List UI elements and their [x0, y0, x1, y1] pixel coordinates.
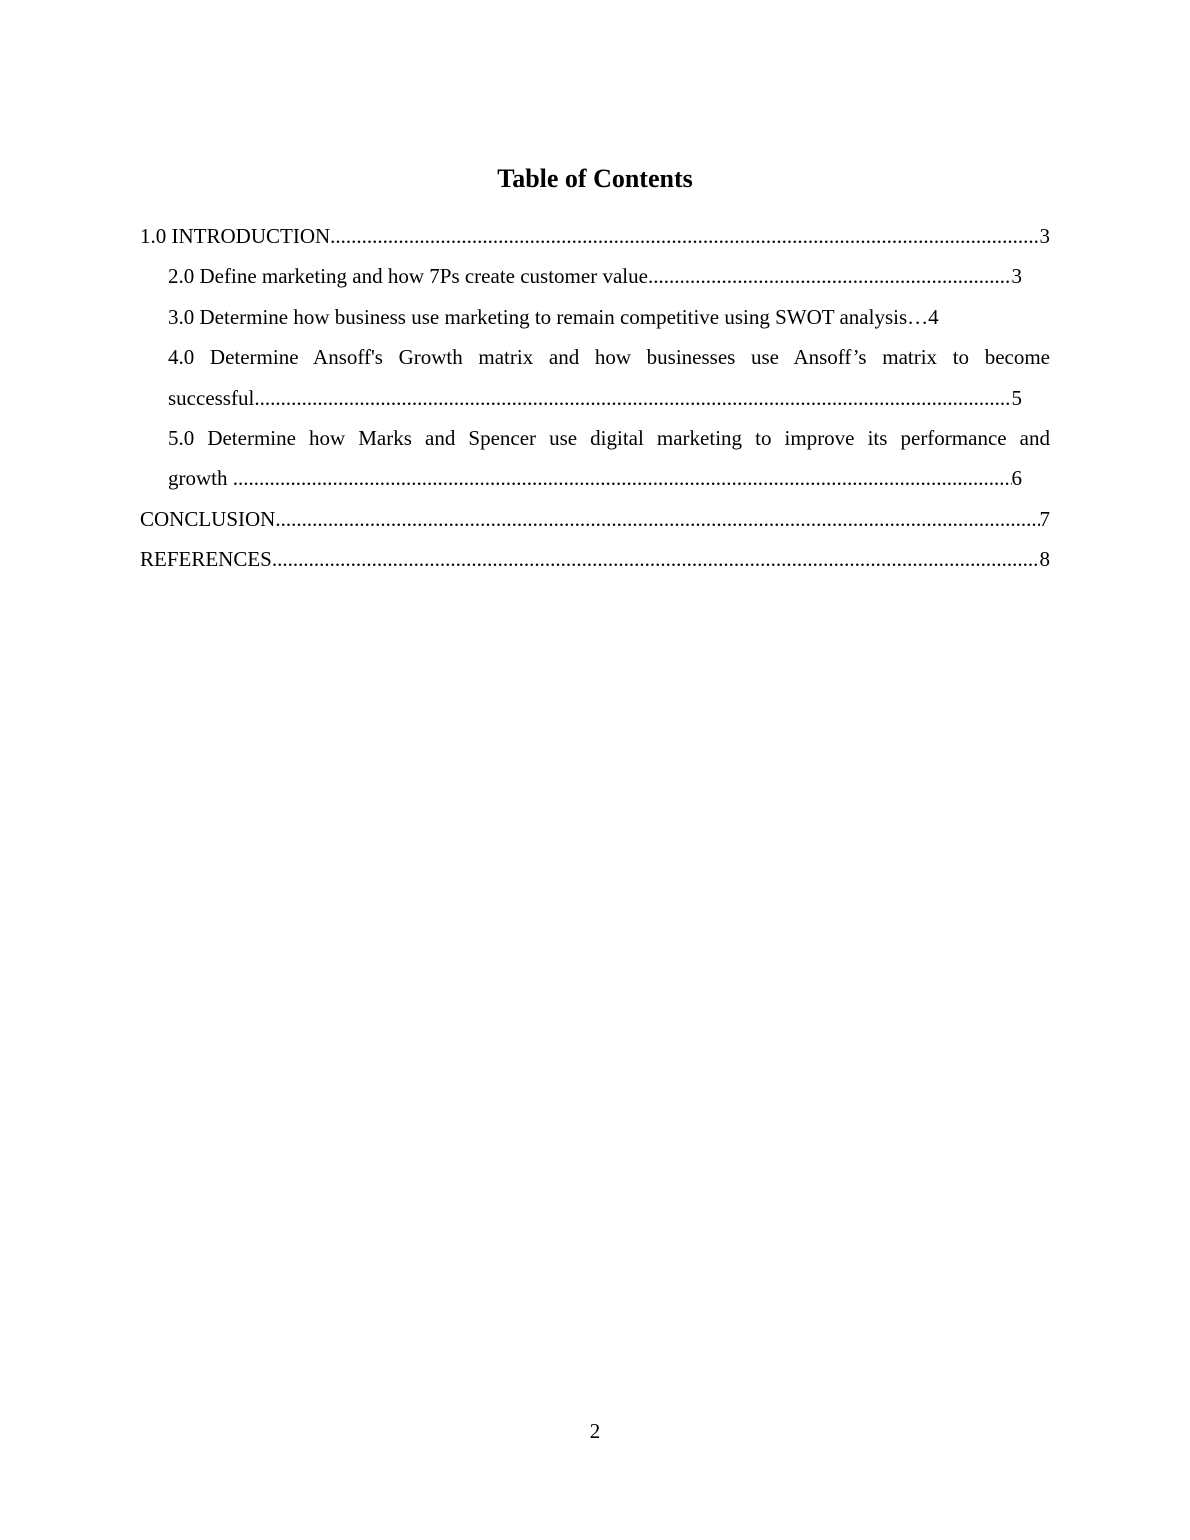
toc-entry-label: 1.0 INTRODUCTION: [140, 216, 330, 256]
toc-entry-references[interactable]: [140, 539, 1050, 579]
toc-entry-ansoff-line2[interactable]: [168, 378, 1022, 418]
toc-entry-page: 5: [1011, 385, 1022, 410]
toc-leader-dots: [330, 216, 1039, 256]
toc-leader-dots: [648, 256, 1012, 296]
toc-entry-label: successful: [168, 378, 254, 418]
toc-entry-page: 8: [1039, 547, 1050, 572]
toc-entry-introduction[interactable]: [140, 216, 1050, 256]
toc-leader-dots: [254, 378, 1011, 418]
toc-entry-page: 7: [1039, 506, 1050, 531]
toc-entry-page: 3: [1039, 224, 1050, 248]
page-number: 2: [589, 1419, 601, 1443]
toc-entry-label: CONCLUSION: [140, 499, 275, 539]
toc-entry-digital-marketing-line1[interactable]: [168, 418, 1050, 458]
toc-entry-swot[interactable]: [168, 297, 1022, 337]
toc-leader-dots: [272, 539, 1040, 579]
toc-entry-label: 3.0 Determine how business use marketing to remain competitive using SWOT analysis…4: [168, 304, 939, 329]
toc-entry-ansoff-line1[interactable]: [168, 337, 1050, 377]
toc-entry-page: 3: [1011, 264, 1022, 289]
toc-entry-page: 6: [1011, 466, 1022, 491]
table-of-contents: [140, 216, 1050, 580]
toc-entry-label: growth: [168, 458, 233, 498]
toc-entry-define-marketing[interactable]: [168, 256, 1022, 296]
toc-entry-label: REFERENCES: [140, 539, 272, 579]
toc-entry-conclusion[interactable]: [140, 499, 1050, 539]
toc-leader-dots: [275, 499, 1039, 539]
toc-entry-label: 5.0 Determine how Marks and Spencer use digital marketing to improve its performance and: [168, 425, 1050, 450]
toc-entry-label: 4.0 Determine Ansoff's Growth matrix and how businesses use Ansoff’s matrix to become: [168, 345, 1050, 370]
toc-leader-dots: [233, 458, 1012, 498]
toc-entry-label: 2.0 Define marketing and how 7Ps create customer value: [168, 256, 648, 296]
toc-entry-digital-marketing-line2[interactable]: [168, 458, 1022, 498]
page-title: Table of Contents: [497, 164, 693, 193]
